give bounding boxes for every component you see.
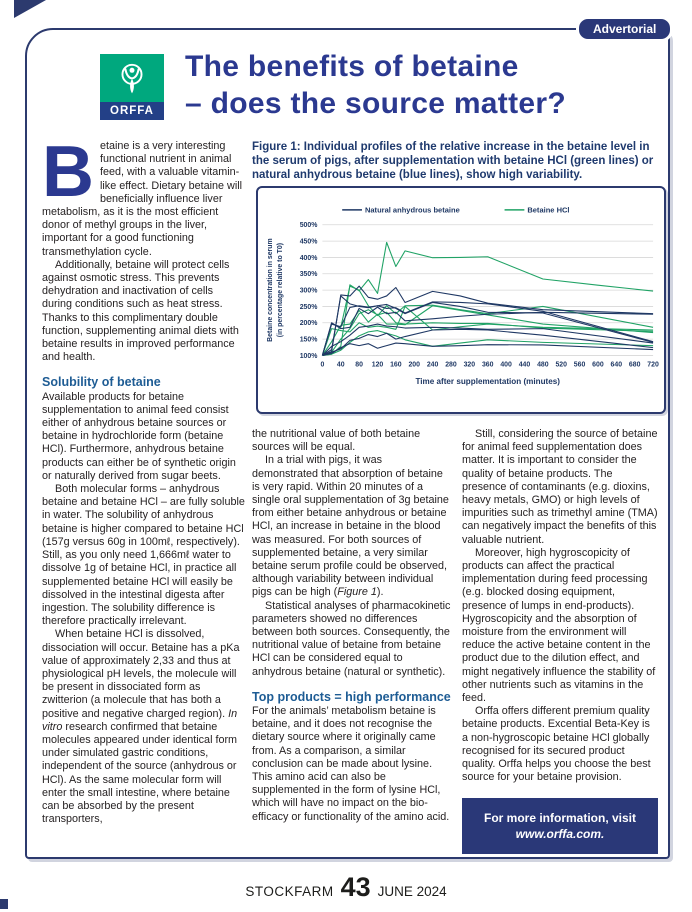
svg-text:160: 160	[390, 361, 402, 369]
svg-text:400%: 400%	[299, 254, 318, 262]
svg-text:Betaine HCl: Betaine HCl	[527, 205, 570, 215]
page-title-line2: – does the source matter?	[185, 87, 566, 120]
svg-text:500%: 500%	[299, 222, 318, 230]
svg-text:520: 520	[555, 361, 568, 369]
svg-text:Natural anhydrous betaine: Natural anhydrous betaine	[364, 205, 460, 215]
magazine-name: STOCKFARM	[245, 884, 334, 899]
betaine-serum-line-chart	[261, 200, 661, 400]
paragraph-text: In a trial with pigs, it was demonstrated that absorption of betaine is very rapid. Within 20 minutes of a single oral supplementation of 3g betaine from either betaine anhydrous or betaine HCl, an increase in betaine in the blood was measured. For both sources of supplemented betaine, a very similar betaine serum profile could be observed, although variability between individual pigs can be high (	[252, 454, 449, 599]
paragraph	[42, 628, 245, 826]
section-heading-top-products: Top products = high performance	[252, 689, 451, 704]
orffa-website-link[interactable]: www.orffa.com.	[515, 827, 605, 842]
issue-date: JUNE 2024	[377, 884, 447, 899]
italic-text: In vitro	[42, 707, 238, 733]
paragraph: the nutritional value of both betaine sources will be equal.	[252, 428, 421, 454]
svg-text:Betaine concentration in serum: Betaine concentration in serum	[266, 238, 274, 342]
svg-text:0: 0	[320, 361, 325, 369]
article-column-3	[462, 428, 658, 854]
svg-text:480: 480	[537, 361, 549, 369]
svg-text:200%: 200%	[299, 320, 318, 328]
svg-text:300%: 300%	[299, 287, 318, 295]
paragraph	[252, 454, 451, 599]
article-column-2	[252, 428, 451, 824]
svg-text:560: 560	[573, 361, 586, 369]
paragraph-text: When betaine HCl is dissolved, dissociation will occur. Betaine has a pKa value of approximately 2,33 and thus at physiological pH levels, the molecule will be present in dissociated form as zwitterion (a molecule that has both a positive and negative charged region).	[42, 628, 240, 720]
svg-text:100%: 100%	[299, 352, 318, 360]
paragraph-text: etaine is a very interesting functional nutrient in animal feed, with a valuable vitamin-like effect. Dietary betaine will beneficially influence liver metabolism, as it is the most efficient donor of methyl groups in the liver, important for a good functioning transmethylation cycle.	[42, 140, 243, 258]
svg-text:40: 40	[336, 361, 345, 369]
svg-text:240: 240	[426, 361, 439, 369]
page-number: 43	[340, 872, 371, 902]
paragraph: Still, considering the source of betaine for animal feed supplementation does matter. It is important to consider the quality of betaine products. The presence of contaminants (e.g. dioxins, heavy metals, GMO) or high levels of impurities such as trimethyl amine (TMA) can negatively impact the benefits of this valuable nutrient.	[462, 428, 658, 546]
svg-text:120: 120	[371, 361, 384, 369]
figure-reference: Figure 1	[337, 586, 377, 599]
svg-text:Time after supplementation (mi: Time after supplementation (minutes)	[415, 377, 560, 387]
orffa-logo-mark	[100, 54, 164, 102]
svg-text:250%: 250%	[299, 303, 318, 311]
svg-text:320: 320	[463, 361, 476, 369]
svg-text:720: 720	[647, 361, 659, 369]
advertorial-badge: Advertorial	[576, 16, 673, 42]
orffa-logo	[100, 54, 164, 120]
page-title-line1: The benefits of betaine	[185, 50, 519, 83]
svg-text:80: 80	[355, 361, 363, 369]
paragraph-text: ).	[376, 586, 384, 599]
more-info-box[interactable]	[462, 798, 658, 854]
page-footer	[0, 872, 692, 903]
paragraph: Orffa offers different premium quality betaine products. Excential Beta-Key is a non-hygroscopic betaine HCl globally recognised for its secured product quality. Orffa helps you choose the best source for your betaine provision.	[462, 705, 651, 784]
paragraph: Available products for betaine supplementation to animal feed consist either of anhydrous betaine sources or betaine in hydrochloride form (betaine HCl). Furthermore, anhydrous betaine products can either be of synthetic origin or naturally derived from sugar beets.	[42, 390, 236, 482]
paragraph: Both molecular forms – anhydrous betaine and betaine HCl – are fully soluble in water. The solubility of anhydrous betaine is higher compared to betaine HCl (157g versus 60g in 100mℓ, respectively). Still, as you only need 1,666mℓ water to dissolve 1g of betaine HCl, in practice all supplemented betaine HCl will easily be dissolved in the intestinal digesta after ingestion. The solubility difference is therefore practically irrelevant.	[42, 483, 245, 628]
svg-text:680: 680	[628, 361, 641, 369]
corner-decoration-top-left	[12, 0, 46, 18]
article-column-1	[42, 132, 245, 826]
orffa-figure-icon	[110, 57, 154, 99]
svg-text:640: 640	[610, 361, 623, 369]
svg-text:(in percentage relative to T0): (in percentage relative to T0)	[276, 242, 284, 338]
svg-text:440: 440	[518, 361, 531, 369]
svg-text:280: 280	[445, 361, 457, 369]
figure-1-chart	[256, 186, 666, 414]
figure-caption: Figure 1: Individual profiles of the relative increase in the betaine level in the serum of pigs, after supplementation with betaine HCl (green lines) or natural anhydrous betaine (blue lines), show high variability.	[252, 141, 654, 181]
paragraph	[42, 132, 245, 259]
paragraph: Moreover, high hygroscopicity of products can affect the practical implementation during feed processing (e.g. blocked dosing equipment, presence of lumps in end-products). Hygroscopicity and the absorption of moisture from the environment will reduce the active betaine content in the product due to the dilution effect, and might negatively influence the stability of other nutrients such as vitamins in the feed.	[462, 546, 656, 705]
dropcap: B	[42, 132, 94, 212]
paragraph-text: research confirmed that betaine molecules appeared under identical form under simulated gastric conditions, independent of the source (anhydrous or HCl). As the same molecular form will enter the small intestine, where betaine can be absorbed by the present transporters,	[42, 720, 238, 826]
svg-text:400: 400	[500, 361, 512, 369]
paragraph: Additionally, betaine will protect cells against osmotic stress. This prevents dehydration and inactivation of cells during conditions such as heat stress. Thanks to this complimentary double function, supplementing animal diets with betaine results in improved performance and health.	[42, 258, 239, 364]
section-heading-solubility: Solubility of betaine	[42, 375, 161, 390]
svg-text:350%: 350%	[299, 271, 318, 279]
svg-text:200: 200	[408, 361, 421, 369]
paragraph: Statistical analyses of pharmacokinetic parameters showed no differences between both sources. Consequently, the nutritional value of betaine from betaine HCl can be considered equal to anhydrous betaine (natural or synthetic).	[252, 599, 451, 678]
svg-text:150%: 150%	[299, 336, 318, 344]
more-info-text: For more information, visit	[483, 811, 636, 826]
paragraph: For the animals’ metabolism betaine is betaine, and it does not recognise the dietary source where it originally came from. As a comparison, a similar conclusion can be made about lysine. This amino acid can also be supplemented in the form of lysine HCl, which will have no impact on the bio-efficacy or functionality of the amino acid.	[252, 705, 450, 823]
page-title	[185, 48, 655, 122]
svg-text:600: 600	[592, 361, 604, 369]
orffa-logo-wordmark: ORFFA	[100, 102, 164, 120]
svg-text:450%: 450%	[299, 238, 318, 246]
svg-text:360: 360	[481, 361, 494, 369]
